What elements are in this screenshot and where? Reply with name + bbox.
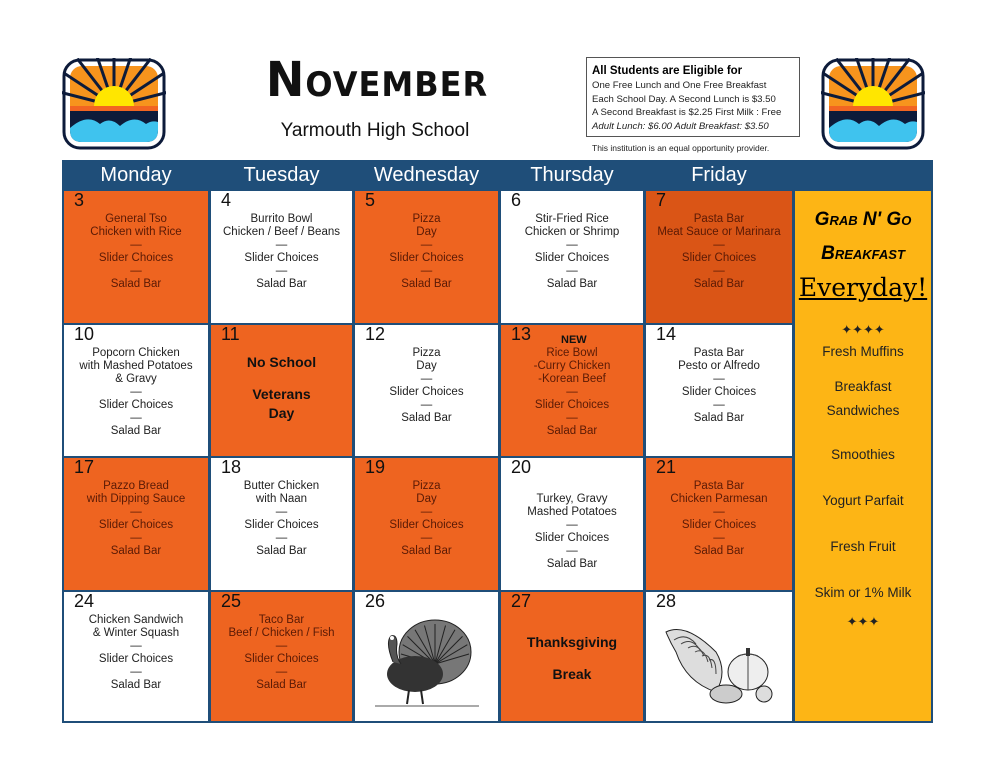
sidebar-everyday: Everyday! [798,273,928,302]
equal-opportunity-note: This institution is an equal opportunity provider. [592,143,770,153]
menu-line: — [420,373,433,385]
day-number: 6 [511,191,522,210]
menu-line: with Naan [255,493,308,505]
menu-line: Slider Choices [681,386,757,398]
menu-line: — [713,239,725,251]
menu-line: — [130,640,142,652]
day-number: 27 [511,592,532,611]
menu-line: Taco Bar [258,614,305,626]
sidebar-item: Fresh Muffins [822,344,904,359]
menu-line: Thanksgiving [526,634,618,650]
day-cell-26 [355,592,498,721]
menu-line: Pasta Bar [693,347,745,359]
menu-line: Beef / Chicken / Fish [228,627,335,639]
menu-line [501,652,643,665]
menu-line: Slider Choices [389,386,464,398]
eligibility-line: Each School Day. A Second Lunch is $3.50 [592,93,776,105]
menu-line: — [713,373,725,385]
menu-line: — [275,265,288,277]
turkey-illustration [365,612,489,712]
menu-line: Rice Bowl [546,347,598,359]
menu-line: Butter Chicken [243,480,320,492]
menu-line: — [420,239,433,251]
menu-line: Salad Bar [693,412,745,424]
sidebar-item: Yogurt Parfait [822,493,904,508]
menu-line: — [566,519,578,531]
menu-line: -Korean Beef [538,373,606,385]
day-header-thursday: Thursday [530,164,614,186]
menu-line: Salad Bar [110,278,162,290]
menu-line: — [713,532,725,544]
adult-prices: Adult Lunch: $6.00 Adult Breakfast: $3.50 [592,120,769,132]
stars-bottom: ✦✦✦ [846,614,880,629]
menu-line: — [130,386,142,398]
grab-n-go-sidebar [795,191,931,721]
menu-line: — [713,506,725,518]
menu-line: Mashed Potatoes [527,506,617,518]
menu-line: Slider Choices [534,399,610,411]
menu-line: & Winter Squash [92,627,180,639]
day-cell-27 [501,592,643,721]
menu-line: Chicken / Beef / Beans [223,226,340,238]
sidebar-item: Fresh Fruit [830,539,896,554]
menu-line: Pizza [412,347,441,359]
new-badge: NEW [561,334,587,346]
menu-line: Slider Choices [681,519,757,531]
menu-line: Pazzo Bread [103,480,169,492]
day-number: 14 [656,325,677,344]
day-cell-17 [64,458,208,590]
menu-line: Salad Bar [256,679,307,691]
menu-line: — [566,386,578,398]
day-number: 5 [365,191,376,210]
menu-line: Slider Choices [244,519,319,531]
menu-line: Day [416,360,437,372]
menu-line: Slider Choices [389,252,464,264]
day-cell-18 [211,458,352,590]
day-header-friday: Friday [691,164,747,186]
menu-line: Slider Choices [98,399,174,411]
menu-line: Chicken Sandwich [88,614,184,626]
menu-line: — [130,412,142,424]
school-name: Yarmouth High School [280,120,470,141]
menu-line: Salad Bar [546,278,598,290]
menu-line: Chicken Parmesan [670,493,768,505]
menu-line: No School [246,354,317,370]
day-cell-3 [64,191,208,323]
day-number: 4 [221,191,232,210]
day-cell-11 [211,325,352,456]
sidebar-title-1: Grab N' Go [814,209,912,230]
day-cell-13 [501,325,643,456]
menu-line: — [566,239,578,251]
menu-line: & Gravy [115,373,157,385]
day-number: 26 [365,592,386,611]
menu-line [501,480,643,493]
day-header-wednesday: Wednesday [373,164,480,186]
menu-line: — [275,506,288,518]
month-title: November [265,50,489,108]
menu-line: — [713,399,725,411]
menu-line [501,620,643,633]
menu-line: Salad Bar [256,278,307,290]
menu-line: Salad Bar [401,278,452,290]
menu-line: — [566,545,578,557]
menu-line: Salad Bar [110,679,162,691]
menu-line: Salad Bar [110,545,162,557]
menu-line: — [275,239,288,251]
menu-line: — [420,399,433,411]
menu-line: — [566,412,578,424]
menu-line: Veterans [252,386,311,402]
menu-line: Slider Choices [534,532,610,544]
menu-line: Turkey, Gravy [536,493,608,505]
day-header-tuesday: Tuesday [243,164,320,186]
menu-line: Pasta Bar [693,213,745,225]
day-number: 18 [221,458,242,477]
day-cell-28 [646,592,792,721]
menu-line: with Dipping Sauce [86,493,186,505]
menu-line: Pasta Bar [693,480,745,492]
cornucopia-illustration [656,612,780,712]
menu-line: — [420,532,433,544]
day-cell-12 [355,325,498,456]
day-cell-20 [501,458,643,590]
sidebar-item: Smoothies [831,447,895,462]
menu-line: — [130,506,142,518]
menu-line: Stir-Fried Rice [535,213,609,225]
sidebar-item: Breakfast [834,379,892,394]
menu-line [211,372,352,385]
day-number: 13 [511,325,532,344]
day-cell-25 [211,592,352,721]
school-logo-right [821,58,925,150]
menu-line: Salad Bar [693,278,745,290]
day-cell-5 [355,191,498,323]
menu-line: Chicken or Shrimp [524,226,620,238]
menu-line: Salad Bar [401,545,452,557]
eligibility-line: A Second Breakfast is $2.25 First Milk : Free [592,107,782,118]
eligibility-heading: All Students are Eligible for [592,65,743,77]
menu-line: with Mashed Potatoes [79,360,193,372]
menu-line: -Curry Chicken [533,360,611,372]
menu-line: Slider Choices [98,519,174,531]
day-number: 24 [74,592,95,611]
day-number: 11 [221,325,240,344]
menu-line: — [275,666,288,678]
menu-line: Salad Bar [110,425,162,437]
menu-line: General Tso [105,213,167,225]
menu-line: Slider Choices [681,252,757,264]
day-number: 12 [365,325,386,344]
menu-line: — [420,506,433,518]
day-number: 3 [74,191,85,210]
menu-line: — [130,666,142,678]
menu-line: — [566,265,578,277]
day-cell-21 [646,458,792,590]
menu-line: Burrito Bowl [250,213,313,225]
menu-line: — [713,265,725,277]
menu-line: Break [552,666,592,682]
day-number: 17 [74,458,95,477]
menu-line: Slider Choices [98,252,174,264]
day-cell-19 [355,458,498,590]
menu-line: — [420,265,433,277]
menu-line: Meat Sauce or Marinara [657,226,781,238]
day-number: 19 [365,458,386,477]
day-cell-6 [501,191,643,323]
eligibility-line: One Free Lunch and One Free Breakfast [592,80,767,91]
day-number: 21 [656,458,677,477]
menu-line: Slider Choices [534,252,610,264]
day-cell-14 [646,325,792,456]
sidebar-item: Skim or 1% Milk [814,585,912,600]
sidebar-item: Sandwiches [826,403,900,418]
menu-line: — [130,532,142,544]
menu-calendar [62,160,933,723]
day-cell-10 [64,325,208,456]
menu-line: Salad Bar [256,545,307,557]
school-logo-left [62,58,166,150]
day-cell-7 [646,191,792,323]
menu-line: Slider Choices [98,653,174,665]
menu-line: Chicken with Rice [90,226,182,238]
menu-line: Popcorn Chicken [92,347,180,359]
menu-line: Slider Choices [244,252,319,264]
menu-line: Day [416,226,437,238]
day-number: 10 [74,325,95,344]
menu-line: — [275,532,288,544]
day-number: 28 [656,592,677,611]
menu-line: — [275,640,288,652]
menu-line: Slider Choices [244,653,319,665]
day-number: 25 [221,592,242,611]
menu-line: — [130,239,142,251]
menu-line: Pizza [412,213,441,225]
menu-line: Salad Bar [546,558,598,570]
stars-top: ✦✦✦✦ [841,322,885,337]
sidebar-title-2: Breakfast [821,243,905,264]
day-number: 7 [656,191,667,210]
day-cell-4 [211,191,352,323]
menu-line: Salad Bar [401,412,452,424]
day-header-monday: Monday [100,164,172,186]
menu-line: Pesto or Alfredo [678,360,760,372]
menu-line: Day [416,493,437,505]
menu-line: Slider Choices [389,519,464,531]
menu-line: Salad Bar [693,545,745,557]
menu-line: — [130,265,142,277]
eligibility-box [586,57,800,137]
day-cell-24 [64,592,208,721]
day-number: 20 [511,458,532,477]
menu-line: Salad Bar [546,425,598,437]
day-header-blank [795,162,931,189]
menu-line: Pizza [412,480,441,492]
menu-line: Day [268,405,295,421]
